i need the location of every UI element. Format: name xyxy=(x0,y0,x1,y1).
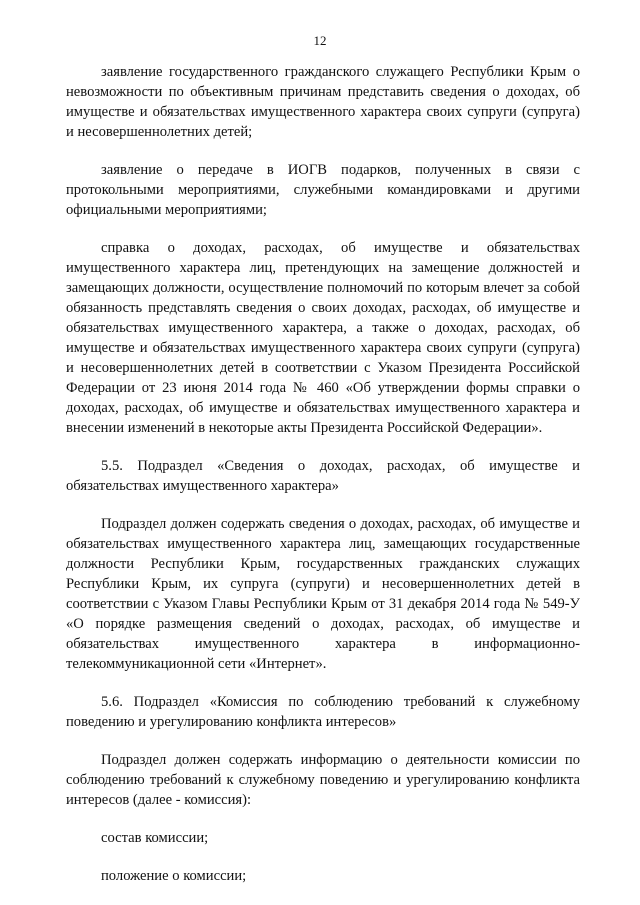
paragraph-application-gifts: заявление о передаче в ИОГВ подарков, полученных в связи с протокольными мероприятиями, служебными командировками и другими официальными мероприятиями; xyxy=(66,162,580,218)
section-heading-5-6: 5.6. Подраздел «Комиссия по соблюдению требований к служебному поведению и урегулированию конфликта интересов» xyxy=(66,694,580,730)
paragraph-application-impossibility: заявление государственного гражданского служащего Республики Крым о невозможности по объективным причинам представить сведения о доходах, об имуществе и обязательствах имущественного характера своих супруги (супруга) и несовершеннолетних детей; xyxy=(66,64,580,140)
section-heading-5-5: 5.5. Подраздел «Сведения о доходах, расходах, об имуществе и обязательствах имущественного характера» xyxy=(66,458,580,494)
document-body xyxy=(66,62,580,904)
paragraph-section-5-5-content: Подраздел должен содержать сведения о доходах, расходах, об имуществе и обязательствах имущественного характера лиц, замещающих государственные должности Республики Крым, государственных гражданских служащих Республики Крым, их супруга (супруги) и несовершеннолетних детей в соответствии с Указом Главы Республики Крым от 31 декабря 2014 года № 549-У «О порядке размещения сведений о доходах, расходах, об имуществе и обязательствах имущественного характера в информационно-телекоммуникационной сети «Интернет». xyxy=(66,516,580,672)
paragraph-section-5-6-content: Подраздел должен содержать информацию о деятельности комиссии по соблюдению требований к служебному поведению и урегулированию конфликта интересов (далее - комиссия): xyxy=(66,752,580,808)
list-item-commission-regulation: положение о комиссии; xyxy=(101,868,247,884)
list-item-commission-composition: состав комиссии; xyxy=(101,830,209,846)
page-number: 12 xyxy=(313,33,327,48)
paragraph-income-certificate: справка о доходах, расходах, об имуществе и обязательствах имущественного характера лиц, претендующих на замещение должностей и замещающих должности, осуществление полномочий по которым влечет за собой обязанность представлять сведения о своих доходах, расходах, об имуществе и обязательствах имущественного характера, а также о доходах, расходах, об имуществе и обязательствах имущественного характера своих супруги (супруга) и несовершеннолетних детей в соответствии с Указом Президента Российской Федерации от 23 июня 2014 года № 460 «Об утверждении формы справки о доходах, расходах, об имуществе и обязательствах имущественного характера и внесении изменений в некоторые акты Президента Российской Федерации». xyxy=(66,240,580,436)
